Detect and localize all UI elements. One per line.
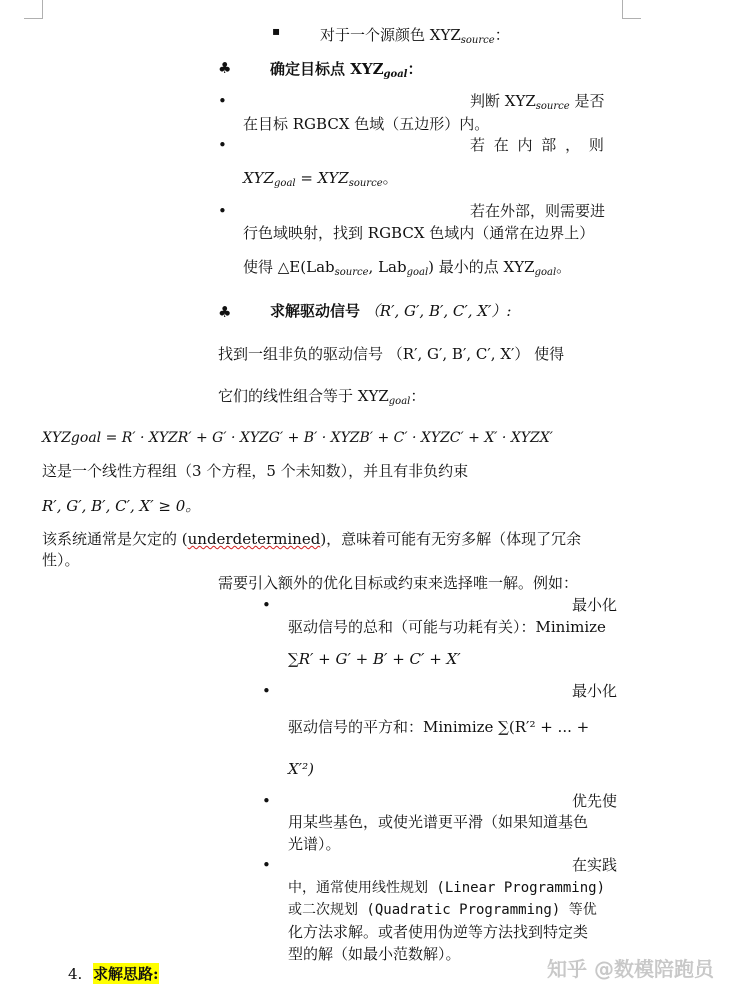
source-subscript: source: [334, 267, 369, 278]
linear-combo-text: 它们的线性组合等于 XYZ: [218, 387, 389, 405]
bullet-dot: •: [218, 136, 227, 154]
bullet-dot: •: [262, 792, 271, 810]
section-number: 4.: [68, 965, 83, 983]
bullet-dot: •: [218, 92, 227, 110]
source-color-text: 对于一个源颜色 XYZ: [320, 26, 461, 44]
pseudo-inverse-text: 化方法求解。或者使用伪逆等方法找到特定类: [288, 923, 589, 941]
colon: ：: [410, 387, 426, 405]
crop-mark-top-left: [24, 0, 43, 19]
system-description: 这是一个线性方程组（3 个方程，5 个未知数），并且有非负约束: [42, 462, 469, 480]
goal-subscript: goal: [383, 69, 408, 80]
heading-drive-signal: [270, 300, 511, 321]
source-color-line: [320, 24, 510, 46]
min-norm-text: 型的解（如最小范数解）。: [288, 945, 461, 963]
goal-subscript: goal: [534, 267, 557, 278]
heading-drive-text: 求解驱动信号: [270, 302, 361, 320]
sum-signals-text: 驱动信号的总和（可能与功耗有关）：Minimize: [288, 618, 606, 636]
redundancy-text: 性）。: [42, 551, 80, 569]
club-bullet: ♣: [218, 59, 232, 77]
goal-subscript: goal: [274, 178, 296, 189]
gamut-mapping-text: 行色域映射，找到 RGBCX 色域内（通常在边界上）: [243, 224, 595, 242]
delta-e-line: [243, 256, 571, 278]
spectrum-text: 光谱）。: [288, 835, 341, 853]
zhihu-watermark: 知乎 @数模陪跑员: [547, 957, 714, 981]
minimize-label: 最小化: [572, 596, 618, 614]
equals-xyz: = XYZ: [295, 169, 349, 187]
prefer-label: 优先使: [572, 792, 618, 810]
prefer-basis-text: 用某些基色，或使光谱更平滑（如果知道基色: [288, 813, 589, 831]
bullet-dot: •: [262, 596, 271, 614]
judge-line: [470, 90, 604, 112]
underdetermined-prefix: 该系统通常是欠定的 (: [42, 530, 188, 548]
bullet-dot: •: [262, 856, 271, 874]
underdetermined-word: underdetermined: [187, 530, 321, 548]
quadratic-programming-text: 或二次规划 (Quadratic Programming) 等优: [288, 902, 597, 918]
colon: ：: [407, 60, 423, 78]
optimization-intro: 需要引入额外的优化目标或约束来选择唯一解。例如：: [218, 574, 579, 592]
inside-text: 若 在 内 部 ， 则: [470, 136, 606, 154]
sum-formula: ∑R′ + G′ + B′ + C′ + X′: [288, 650, 461, 668]
square-bullet: ▪: [272, 24, 281, 38]
source-subscript: source: [460, 35, 495, 46]
judge-end: 是否: [569, 92, 605, 110]
lab-text: , Lab: [368, 258, 407, 276]
judge-text: 判断 XYZ: [470, 92, 536, 110]
linear-programming-text: 中，通常使用线性规划 (Linear Programming): [288, 880, 606, 896]
underdetermined-suffix: )，意味着可能有无穷多解（体现了冗余: [320, 530, 582, 548]
bullet-dot: •: [218, 202, 227, 220]
crop-mark-top-right: [622, 0, 641, 19]
equal-goal-source: [243, 167, 398, 189]
outside-text: 若在外部，则需要进: [470, 202, 606, 220]
linear-equation: XYZgoal = R′ · XYZR′ + G′ · XYZG′ + B′ · XYZB′ + C′ · XYZC′ + X′ · XYZX′: [42, 430, 553, 446]
minimize-label: 最小化: [572, 682, 618, 700]
solution-heading: 求解思路:: [93, 965, 159, 983]
heading-target-text: 确定目标点 XYZ: [270, 60, 384, 78]
goal-subscript: goal: [406, 267, 429, 278]
source-subscript: source: [348, 178, 383, 189]
period: 。: [382, 169, 398, 187]
gamut-line: 在目标 RGBCX 色域（五边形）内。: [243, 115, 490, 133]
delta-e-text: 使得 △E(Lab: [243, 258, 335, 276]
square-sum-text: 驱动信号的平方和：Minimize ∑(R′² + ... +: [288, 718, 590, 736]
drive-vector: （R′, G′, B′, C′, X′）:: [364, 302, 512, 320]
practice-label: 在实践: [572, 856, 618, 874]
find-signals-text: 找到一组非负的驱动信号 （R′, G′, B′, C′, X′） 使得: [218, 345, 565, 363]
club-bullet: ♣: [218, 303, 232, 321]
colon: ：: [494, 26, 510, 44]
heading-target-point: [270, 58, 423, 80]
square-sum-formula-end: X′²): [288, 760, 314, 778]
source-subscript: source: [535, 101, 570, 112]
bullet-dot: •: [262, 682, 271, 700]
nonneg-constraint: R′, G′, B′, C′, X′ ≥ 0。: [42, 497, 201, 515]
underdetermined-line: [42, 528, 581, 549]
linear-combo-line: [218, 385, 425, 407]
period: 。: [556, 258, 572, 276]
min-point-text: ) 最小的点 XYZ: [428, 258, 535, 276]
goal-subscript: goal: [388, 396, 411, 407]
xyz-goal: XYZ: [243, 169, 275, 187]
